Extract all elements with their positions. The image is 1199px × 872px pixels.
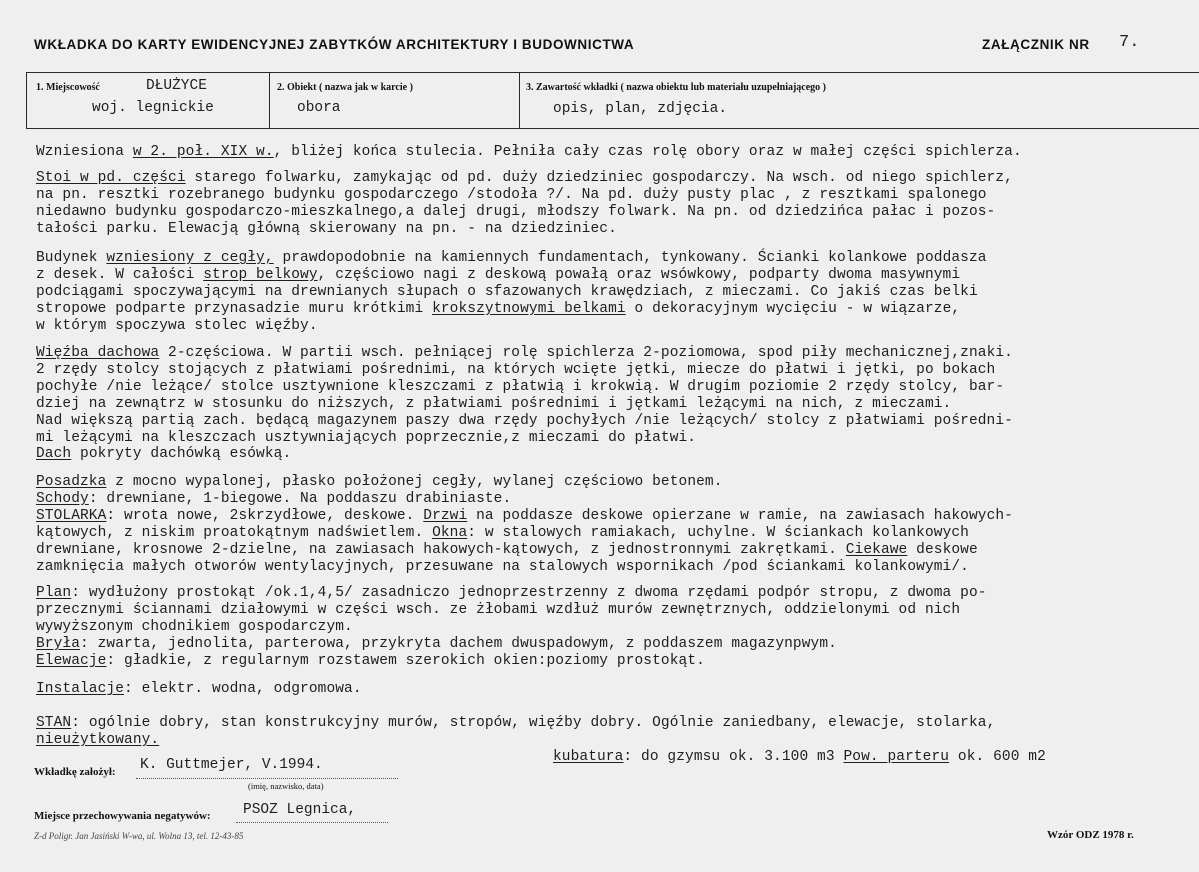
form-title: WKŁADKA DO KARTY EWIDENCYJNEJ ZABYTKÓW ARCHITEKTURY I BUDOWNICTWA	[34, 37, 635, 52]
author-label: Wkładkę założył:	[34, 766, 116, 778]
annex-number: 7.	[1119, 33, 1140, 52]
field-3-value: opis, plan, zdjęcia.	[553, 101, 728, 117]
printer-imprint: Z-d Poligr. Jan Jasiński W-wa, ul. Wolna 13, tel. 12-43-85	[34, 831, 244, 841]
paragraph-location-line-1: Stoi w pd. części starego folwarku, zamykając od pd. duży dziedziniec gospodarczy. Na wsch. od niego spichlerz,	[36, 170, 1013, 186]
paragraph-origin: Wzniesiona w 2. poł. XIX w., bliżej końca stulecia. Pełniła cały czas rolę obory oraz w małej części spichlerza.	[36, 144, 1022, 160]
paragraph-location-line-4: tałości parku. Elewacją główną skierowany na pn. - na dziedziniec.	[36, 221, 617, 237]
paragraph-roof-line-3: pochyłe /nie leżące/ stolce usztywnione kleszczami z płatwią i krokwią. W drugim poziomie 2 rzędy stolcy, bar-	[36, 379, 1005, 395]
paragraph-location-line-2: na pn. resztki rozebranego budynku gospodarczego /stodoła ?/. Na pd. duży pusty plac , z resztkami spalonego	[36, 187, 987, 203]
negatives-value: PSOZ Legnica,	[243, 802, 357, 818]
fields-divider-1	[269, 72, 270, 128]
author-value: K. Guttmejer, V.1994.	[140, 757, 323, 773]
paragraph-structure-line-2: z desek. W całości strop belkowy, częściowo nagi z deskową powałą oraz wsówkowy, podparty dwoma masywnymi	[36, 267, 961, 283]
field-2-label: 2. Obiekt ( nazwa jak w karcie )	[277, 82, 413, 93]
paragraph-floor-line-1: Posadzka z mocno wypalonej, płasko położonej cegły, wylanej częściowo betonem.	[36, 474, 723, 490]
field-3-label: 3. Zawartość wkładki ( nazwa obiektu lub materiału uzupełniającego )	[526, 82, 827, 93]
fields-bottom-rule	[26, 128, 1199, 129]
fields-divider-2	[519, 72, 520, 128]
paragraph-floor-line-4: kątowych, z niskim proatokątnym nadświetlem. Okna: w stalowych ramiakach, uchylne. W ściankach kolankowych	[36, 525, 969, 541]
paragraph-structure-line-1: Budynek wzniesiony z cegły, prawdopodobnie na kamiennych fundamentach, tynkowany. Ścianki kolankowe poddasza	[36, 250, 987, 266]
paragraph-roof-line-2: 2 rzędy stolcy stojących z płatwiami pośrednimi, na których wcięte jętki, miecze do płatwi i jętki, po bokach	[36, 362, 996, 378]
paragraph-condition-line-2: nieużytkowany.	[36, 732, 160, 748]
negatives-label: Miejsce przechowywania negatywów:	[34, 810, 211, 822]
author-dotted-line	[136, 778, 398, 779]
author-hint: (imię, nazwisko, data)	[248, 781, 324, 791]
volume-and-area: kubatura: do gzymsu ok. 3.100 m3 Pow. parteru ok. 600 m2	[553, 749, 1046, 765]
paragraph-plan-line-5: Elewacje: gładkie, z regularnym rozstawem szerokich okien:poziomy prostokąt.	[36, 653, 705, 669]
annex-label: ZAŁĄCZNIK NR	[982, 37, 1090, 52]
paragraph-structure-line-3: podciągami spoczywającymi na drewnianych słupach o sfazowanych krawędziach, z mieczami. Co jakiś czas belki	[36, 284, 978, 300]
paragraph-floor-line-6: zamknięcia małych otworów wentylacyjnych, przesuwane na stalowych wspornikach /pod ściankami kolankowymi/.	[36, 559, 969, 575]
paragraph-floor-line-2: Schody: drewniane, 1-biegowe. Na poddaszu drabiniaste.	[36, 491, 512, 507]
negatives-dotted-line	[236, 822, 388, 823]
paragraph-condition-line-1: STAN: ogólnie dobry, stan konstrukcyjny murów, stropów, więźby dobry. Ogólnie zaniedbany, elewacje, stolarka,	[36, 715, 996, 731]
paragraph-roof-line-1: Więźba dachowa 2-częściowa. W partii wsch. pełniącej rolę spichlerza 2-poziomowa, spod piły mechanicznej,znaki.	[36, 345, 1013, 361]
form-pattern-label: Wzór ODZ 1978 r.	[1047, 829, 1134, 841]
paragraph-floor-line-5: drewniane, krosnowe 2-dzielne, na zawiasach hakowych-kątowych, z jednostronnymi zakrętkami. Ciekawe deskowe	[36, 542, 978, 558]
paragraph-roof-line-5: Nad większą partią zach. będącą magazynem paszy dwa rzędy pochyłych /nie leżących/ stolcy z płatwiami pośredni-	[36, 413, 1013, 429]
paragraph-structure-line-5: w którym spoczywa stolec więźby.	[36, 318, 318, 334]
field-2-value: obora	[297, 100, 341, 116]
fields-top-rule	[26, 72, 1199, 73]
paragraph-installations: Instalacje: elektr. wodna, odgromowa.	[36, 681, 362, 697]
paragraph-roof-line-7: Dach pokryty dachówką esówką.	[36, 446, 292, 462]
paragraph-roof-line-6: mi leżącymi na kleszczach usztywniających poprzecznie,z mieczami do płatwi.	[36, 430, 697, 446]
paragraph-plan-line-3: wywyższonym chodnikiem gospodarczym.	[36, 619, 353, 635]
fields-left-rule	[26, 72, 27, 128]
field-1-value-region: woj. legnickie	[92, 100, 214, 116]
paragraph-floor-line-3: STOLARKA: wrota nowe, 2skrzydłowe, deskowe. Drzwi na poddasze deskowe opierzane w ramie, na zawiasach hakowych-	[36, 508, 1013, 524]
paragraph-structure-line-4: stropowe podparte przynasadzie muru krótkimi krokszytnowymi belkami o dekoracyjnym wycięciu - w wiązarze,	[36, 301, 961, 317]
paragraph-roof-line-4: dziej na zewnątrz w stosunku do niższych, z płatwiami pośrednimi i jętkami leżącymi na nich, z mieczami.	[36, 396, 952, 412]
field-1-label: 1. Miejscowość	[36, 82, 100, 93]
paragraph-plan-line-4: Bryła: zwarta, jednolita, parterowa, przykryta dachem dwuspadowym, z poddaszem magazynpwym.	[36, 636, 837, 652]
paragraph-plan-line-2: przecznymi ściannami działowymi w części wsch. ze żłobami wzdłuż murów zewnętrznych, oddzielonymi od nich	[36, 602, 961, 618]
paragraph-plan-line-1: Plan: wydłużony prostokąt /ok.1,4,5/ zasadniczo jednoprzestrzenny z dwoma rzędami podpór stropu, z dwoma po-	[36, 585, 987, 601]
field-1-value: DŁUŻYCE	[146, 78, 207, 94]
paragraph-location-line-3: niedawno budynku gospodarczo-mieszkalnego,a dalej drugi, młodszy folwark. Na pn. od dziedzińca pałac i pozos-	[36, 204, 996, 220]
